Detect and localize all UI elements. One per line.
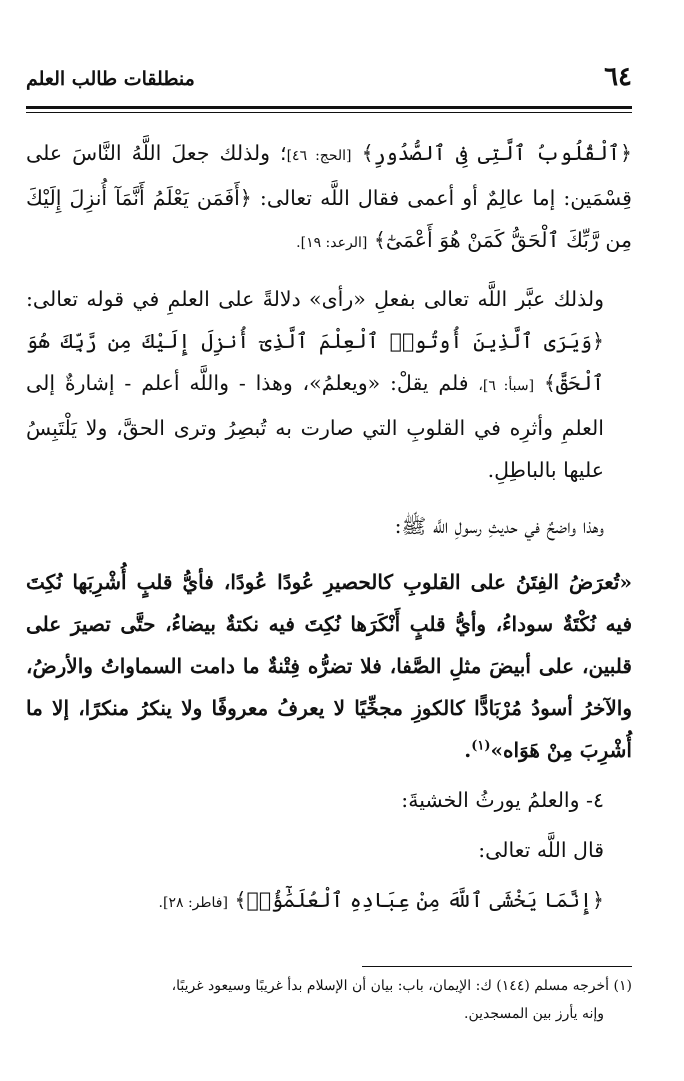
- hadith-text: [26, 561, 632, 771]
- footnote-line: (١) أخرجه مسلم (١٤٤) ك: الإيمان، باب: بيان أن الإسلام بدأ غريبًا وسيعود غريبًا،: [171, 978, 632, 994]
- hadith-body: «تُعرَضُ الفِتَنُ على القلوبِ كالحصيرِ عُودًا عُودًا، فأيُّ قلبٍ أُشْرِبَها نُكِتَ فيه نُكْتَةٌ سوداءُ، وأيُّ قلبٍ أَنْكَرَها نُكِتَ فيه نكتةٌ بيضاءُ، حتَّى تصيرَ على قلبين، على أبيضَ مثلِ الصَّفا، فلا تضرُّه فِتْنةٌ ما دامت السماواتُ والأرضُ، والآخرُ أسودُ مُرْبَادًّا كالكوزِ مجخِّيًا لا يعرفُ معروفًا ولا ينكرُ منكرًا، إلا ما أُشْرِبَ مِنْ هَوَاه»: [26, 570, 632, 762]
- paragraph-5: قال اللَّه تعالى:: [478, 838, 604, 862]
- footnote-separator: [362, 966, 632, 967]
- hadith-end: .: [464, 738, 472, 762]
- verse-citation: [الحج: ٤٦]: [286, 148, 352, 164]
- verse-citation: [الرعد: ١٩].: [296, 235, 368, 251]
- verse-citation: [فاطر: ٢٨].: [158, 895, 228, 911]
- paragraph-6: [26, 879, 632, 924]
- footnote: [26, 972, 632, 1028]
- paragraph-text: ولذلك عبَّر اللَّه تعالى بفعلِ «رأى» دلالةً على العلمِ في قوله تعالى:: [26, 287, 604, 311]
- paragraph-text: ؛ ولذلك جعلَ اللَّهُ النَّاسَ على قِسْمَين: إما عالِمٌ أو أعمى فقال اللَّه تعالى:: [26, 141, 632, 210]
- quran-verse: ﴿إِنَّمَا يَخْشَى ٱللَّهَ مِنْ عِبَادِهِ ٱلْعُلَمَٰٓؤُا۟﴾: [234, 888, 604, 912]
- quran-verse: ﴿وَيَرَى ٱلَّذِينَ أُوتُوا۟ ٱلْعِلْمَ ٱلَّذِىٓ أُنزِلَ إِلَيْكَ مِن رَّبِّكَ هُوَ ٱلْحَقَّ﴾: [26, 329, 604, 395]
- paragraph-1: [26, 132, 632, 264]
- page-number: ٦٤: [604, 62, 632, 92]
- page-header: [26, 60, 632, 100]
- header-rule-thin: [26, 112, 632, 113]
- quran-verse: ﴿ٱلْقُلُوبُ ٱلَّتِى فِى ٱلصُّدُورِ﴾: [361, 141, 632, 165]
- section-heading: ٤- والعلمُ يورثُ الخشيةَ:: [401, 788, 604, 812]
- quran-verse: ﴿أَفَمَن يَعْلَمُ أَنَّمَآ أُنزِلَ إِلَيْكَ مِن رَّبِّكَ ٱلْحَقُّ كَمَنْ هُوَ أَعْمَىٰٓ﴾: [26, 186, 632, 252]
- main-text: [26, 132, 632, 924]
- running-title: منطلقات طالب العلم: [26, 68, 195, 90]
- footnote-line: وإنه يأرز بين المسجدين.: [464, 1006, 604, 1022]
- header-rule-thick: [26, 106, 632, 109]
- verse-citation: [سبأ: ٦]،: [478, 378, 535, 394]
- paragraph-3: وهذا واضحٌ في حديثِ رسولِ اللَّه ﷺ:: [394, 514, 604, 538]
- paragraph-text: فلم يقلْ: «ويعلمُ»، وهذا - واللَّه أعلم - إشارةٌ إلى العلمِ وأثرِه في القلوبِ التي صارت به تُبصِرُ وترى الحقَّ، ولا يَلْتَبِسُ عليها بالباطِلِ.: [26, 371, 604, 482]
- footnote-marker: (١): [471, 738, 491, 754]
- paragraph-2: [26, 278, 632, 491]
